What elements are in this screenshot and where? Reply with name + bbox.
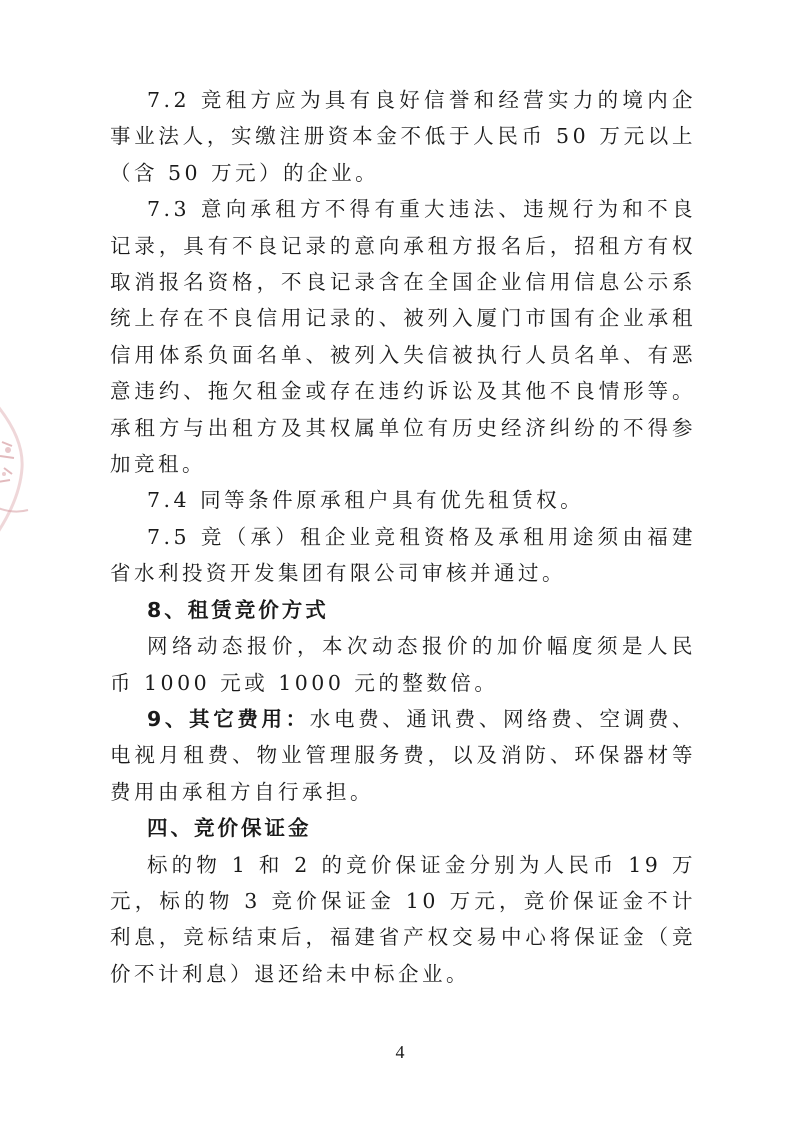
paragraph-7-3: 7.3 意向承租方不得有重大违法、违规行为和不良记录，具有不良记录的意向承租方报名后，招租方有权取消报名资格，不良记录含在全国企业信用信息公示系统上存在不良信用记录的、被列入厦门市国有企业承租信用体系负面名单、被列入失信被执行人员名单、有恶意违约、拖欠租金或存在违约诉讼及其他不良情形等。承租方与出租方及其权属单位有历史经济纠纷的不得参加竞租。: [110, 197, 696, 477]
page-number: 4: [395, 1042, 405, 1062]
paragraph-7-4: 7.4 同等条件原承租户具有优先租赁权。: [147, 488, 585, 513]
document-body: [110, 82, 696, 992]
section-8-heading: 8、租赁竞价方式: [147, 597, 329, 622]
paragraph-7-2: 7.2 竞租方应为具有良好信誉和经营实力的境内企事业法人，实缴注册资本金不低于人民币 50 万元以上（含 50 万元）的企业。: [110, 88, 696, 185]
section-4-heading: 四、竞价保证金: [147, 816, 312, 841]
section-9-text: 水电费、通讯费、网络费、空调费、电视月租费、物业管理服务费，以及消防、环保器材等费用由承租方自行承担。: [110, 706, 697, 804]
partial-seal-stamp: [0, 398, 52, 538]
section-8-text: 网络动态报价，本次动态报价的加价幅度须是人民币 1000 元或 1000 元的整数倍。: [110, 634, 696, 695]
section-4-text: 标的物 1 和 2 的竞价保证金分别为人民币 19 万元，标的物 3 竞价保证金 10 万元，竞价保证金不计利息，竞标结束后，福建省产权交易中心将保证金（竞价不计利息）退还给未中标企业。: [110, 852, 696, 986]
paragraph-7-5: 7.5 竞（承）租企业竞租资格及承租用途须由福建省水利投资开发集团有限公司审核并通过。: [110, 524, 696, 586]
section-9-paragraph: [110, 701, 696, 810]
section-9-lead: 9、其它费用：: [147, 706, 310, 731]
